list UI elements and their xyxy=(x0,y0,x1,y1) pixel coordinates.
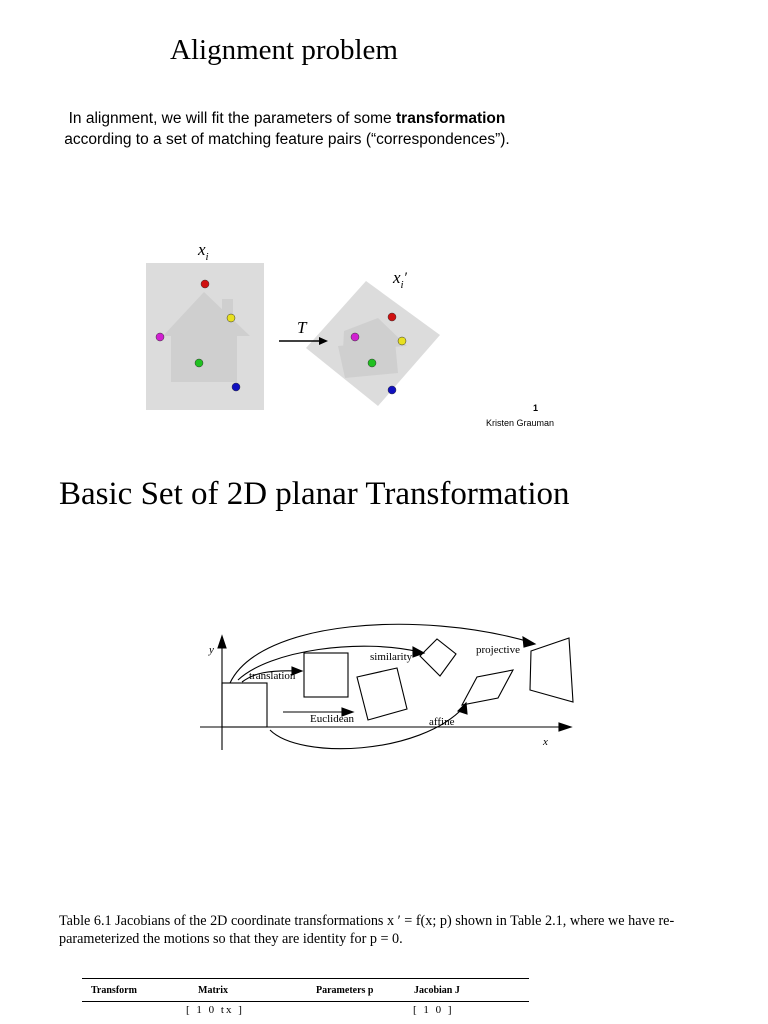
table-header-rule xyxy=(82,1001,529,1002)
intro-line1-pre: In alignment, we will fit the parameters of some xyxy=(68,110,396,127)
intro-line1-bold: transformation xyxy=(396,110,506,127)
translation-square xyxy=(304,653,348,697)
section-title: Basic Set of 2D planar Transformation xyxy=(59,476,570,512)
point-yellow-dst xyxy=(398,337,406,345)
header-transform: Transform xyxy=(91,985,137,996)
label-T: T xyxy=(297,318,307,337)
label-euclidean: Euclidean xyxy=(310,713,354,725)
point-magenta-dst xyxy=(351,333,359,341)
row1-matrix: [ 1 0 tx ] xyxy=(186,1004,244,1016)
original-square xyxy=(222,683,267,727)
point-blue-src xyxy=(232,383,240,391)
euclidean-square xyxy=(357,668,407,720)
affine-parallelogram xyxy=(462,670,513,705)
credit-number: 1 xyxy=(533,403,539,413)
label-affine: affine xyxy=(429,716,455,728)
x-axis-label: x xyxy=(543,736,548,748)
label-similarity: similarity xyxy=(370,651,413,663)
header-matrix: Matrix xyxy=(198,985,228,996)
y-axis-arrowhead xyxy=(218,636,226,648)
point-red-dst xyxy=(388,313,396,321)
point-blue-dst xyxy=(388,386,396,394)
point-yellow-src xyxy=(227,314,235,322)
header-jacobian: Jacobian J xyxy=(414,985,460,996)
similarity-diamond xyxy=(420,639,456,676)
point-green-src xyxy=(195,359,203,367)
projective-quad xyxy=(530,638,573,702)
point-green-dst xyxy=(368,359,376,367)
label-xi-prime: $x_i'$ xyxy=(393,268,407,291)
label-projective: projective xyxy=(476,644,520,656)
x-axis-arrowhead xyxy=(559,723,571,731)
table-top-rule xyxy=(82,978,529,979)
label-translation: translation xyxy=(249,670,296,682)
projective-curve-head xyxy=(523,637,535,647)
point-red-src xyxy=(201,280,209,288)
page-title: Alignment problem xyxy=(170,34,398,66)
point-magenta-src xyxy=(156,333,164,341)
diagram-labels xyxy=(208,644,548,748)
y-axis-label: y xyxy=(209,644,214,656)
row1-jacobian: [ 1 0 ] xyxy=(413,1004,454,1016)
table-caption: Table 6.1 Jacobians of the 2D coordinate transformations x ′ = f(x; p) shown in Table 2.1, where we have re-parameterized the motions so that they are identity for p = 0. xyxy=(59,913,675,947)
credit: Kristen Grauman xyxy=(486,418,555,428)
intro-line2: according to a set of matching feature pairs (“correspondences”). xyxy=(64,131,510,148)
header-parameters: Parameters p xyxy=(316,985,374,996)
label-xi: $x_i$ xyxy=(198,240,209,263)
similarity-curve-head xyxy=(413,647,424,657)
